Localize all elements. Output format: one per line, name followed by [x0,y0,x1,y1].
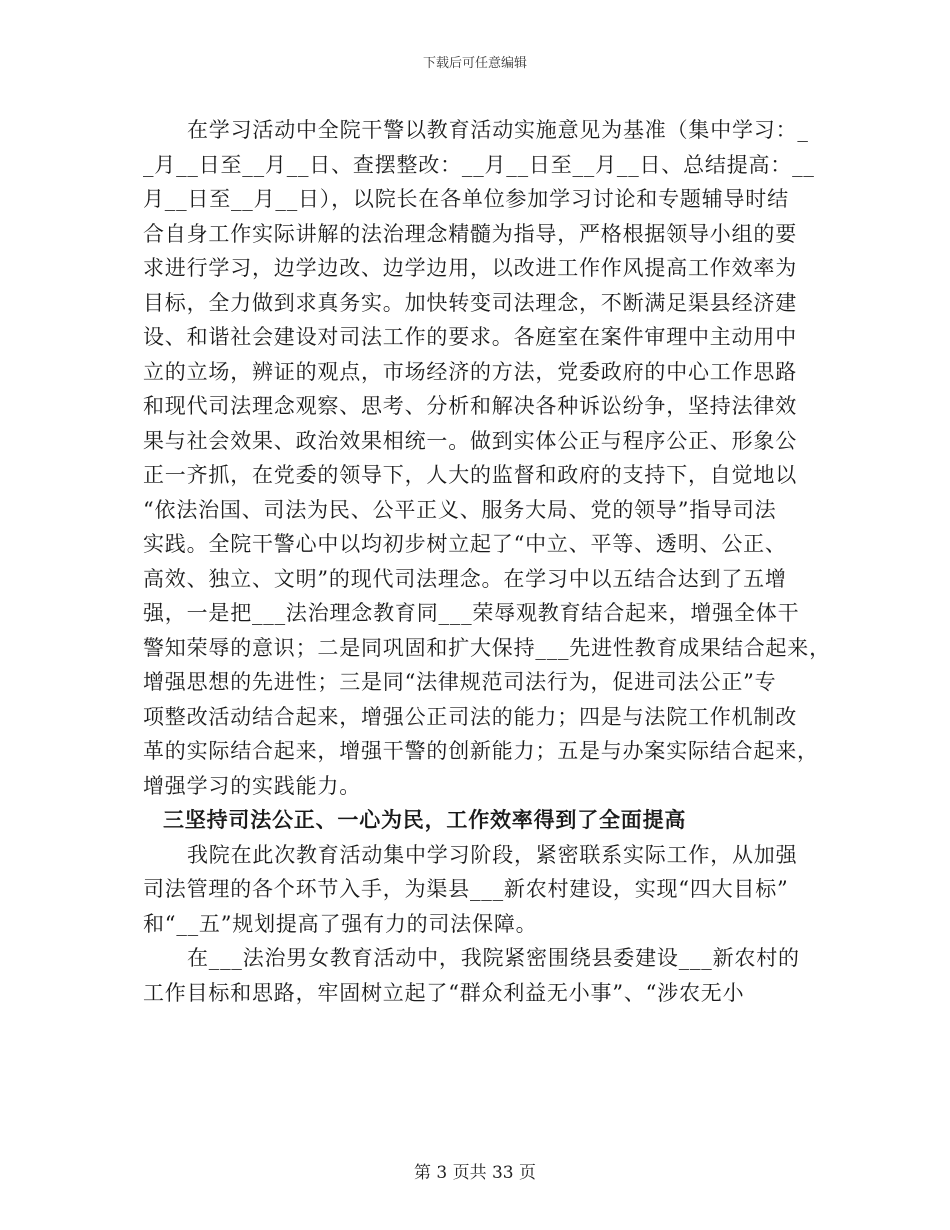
paragraph-line: 司法管理的各个环节入手，为渠县___新农村建设，实现“四大目标” [143,877,789,901]
paragraph-line: 革的实际结合起来，增强干警的创新能力；五是与办案实际结合起来， [143,739,819,763]
paragraph-line: 增强思想的先进性；三是同“法律规范司法行为，促进司法公正”专 [143,670,777,694]
paragraph-line: 在___法治男女教育活动中，我院紧密围绕县委建设___新农村的 [187,946,800,970]
paragraph-line: 果与社会效果、政治效果相统一。做到实体公正与程序公正、形象公 [143,428,797,453]
paragraph-line: 增强学习的实践能力。 [143,773,361,798]
paragraph-line: 目标，全力做到求真务实。加快转变司法理念，不断满足渠县经济建 [143,290,797,315]
page-header: 下载后可任意编辑 [422,56,527,71]
paragraph-line: 月__日至__月__日），以院长在各单位参加学习讨论和专题辅导时结 [143,187,789,211]
document-body [143,113,831,1010]
section-heading: 三坚持司法公正、一心为民，工作效率得到了全面提高 [163,808,687,832]
paragraph-line: 我院在此次教育活动集中学习阶段，紧密联系实际工作，从加强 [187,842,798,867]
paragraph-line: 实践。全院干警心中以均初步树立起了“中立、平等、透明、公正、 [143,532,787,556]
paragraph-line: 和“__五”规划提高了强有力的司法保障。 [143,911,538,936]
paragraph-line: 合自身工作实际讲解的法治理念精髓为指导，严格根据领导小组的要 [143,221,797,246]
paragraph-line: 立的立场，辨证的观点，市场经济的方法，党委政府的中心工作思路 [143,359,797,384]
paragraph-line: 在学习活动中全院干警以教育活动实施意见为基准（集中学习：_ [187,118,809,142]
paragraph-line: 强，一是把___法治理念教育同___荣辱观教育结合起来，增强全体干 [143,601,800,625]
paragraph-line: 工作目标和思路，牢固树立起了“群众利益无小事”、“涉农无小 [143,980,745,1005]
paragraph-line: 项整改活动结合起来，增强公正司法的能力；四是与法院工作机制改 [143,704,797,729]
paragraph-line: 高效、独立、文明”的现代司法理念。在学习中以五结合达到了五增 [143,566,787,591]
paragraph-line: 正一齐抓，在党委的领导下，人大的监督和政府的支持下，自觉地以 [143,463,797,487]
paragraph-line: “依法治国、司法为民、公平正义、服务大局、党的领导”指导司法 [143,497,777,522]
paragraph-line: 设、和谐社会建设对司法工作的要求。各庭室在案件审理中主动用中 [143,325,797,349]
page-footer: 第 3 页共 33 页 [413,1163,537,1183]
paragraph-line: 求进行学习，边学边改、边学边用，以改进工作作风提高工作效率为 [143,256,797,280]
paragraph-line: _月__日至__月__日、查摆整改：__月__日至__月__日、总结提高：__ [143,152,815,177]
paragraph-line: 警知荣辱的意识；二是同巩固和扩大保持___先进性教育成果结合起来， [143,635,831,660]
paragraph-line: 和现代司法理念观察、思考、分析和解决各种诉讼纷争，坚持法律效 [143,394,797,418]
